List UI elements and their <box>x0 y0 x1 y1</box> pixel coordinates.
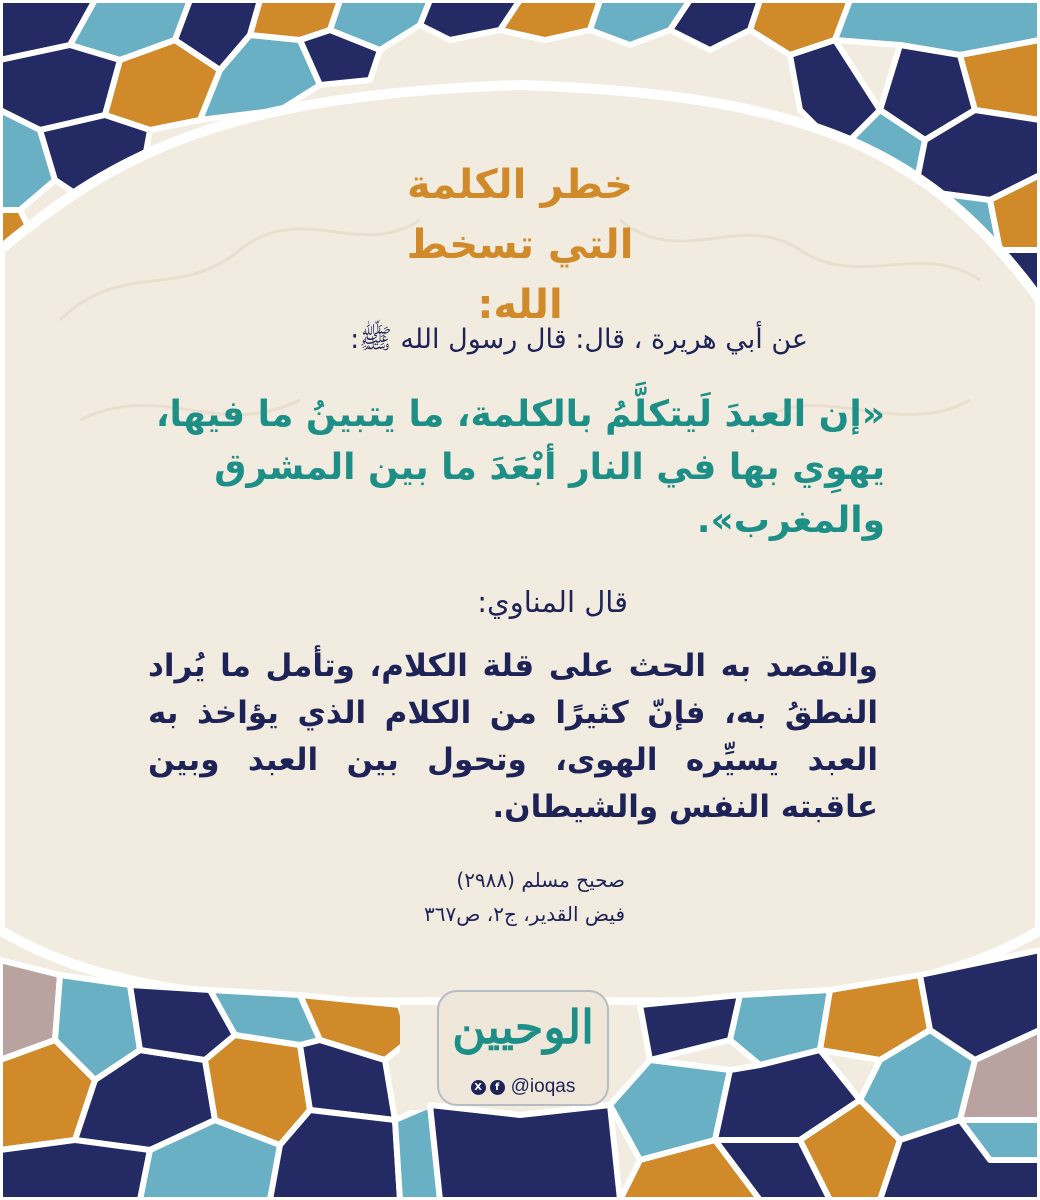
title-line-1: خطر الكلمة <box>407 162 633 208</box>
x-icon[interactable]: X <box>471 1080 486 1095</box>
commentary-heading: قال المناوي: <box>477 585 628 619</box>
title-line-2: التي تسخط الله: <box>406 222 634 328</box>
poster-title <box>360 155 680 335</box>
source-reference-1: صحيح مسلم (٢٩٨٨) <box>456 868 625 892</box>
facebook-icon[interactable]: f <box>490 1080 505 1095</box>
social-handle[interactable]: @ioqas <box>510 1076 576 1097</box>
social-handle-row <box>439 1076 607 1098</box>
hadith-text: «إن العبدَ لَيتكلَّمُ بالكلمة، ما يتبينُ ما فيها، يهوِي بها في النار أبْعَدَ ما بين المشرق والمغرب». <box>155 394 885 541</box>
hadith-narrator-intro: عن أبي هريرة ، قال: قال رسول الله ﷺ: <box>350 324 808 355</box>
source-reference-2: فيض القدير، ج٢، ص٣٦٧ <box>423 902 625 926</box>
logo-wordmark: الوحيين <box>452 1000 594 1054</box>
commentary-text: والقصد به الحث على قلة الكلام، وتأمل ما يُراد النطقُ به، فإنّ كثيرًا من الكلام الذي يؤاخذ به العبد يسيِّره الهوى، وتحول بين العبد وبين عاقبته النفس والشيطان. <box>148 648 878 825</box>
brand-logo <box>437 990 609 1106</box>
